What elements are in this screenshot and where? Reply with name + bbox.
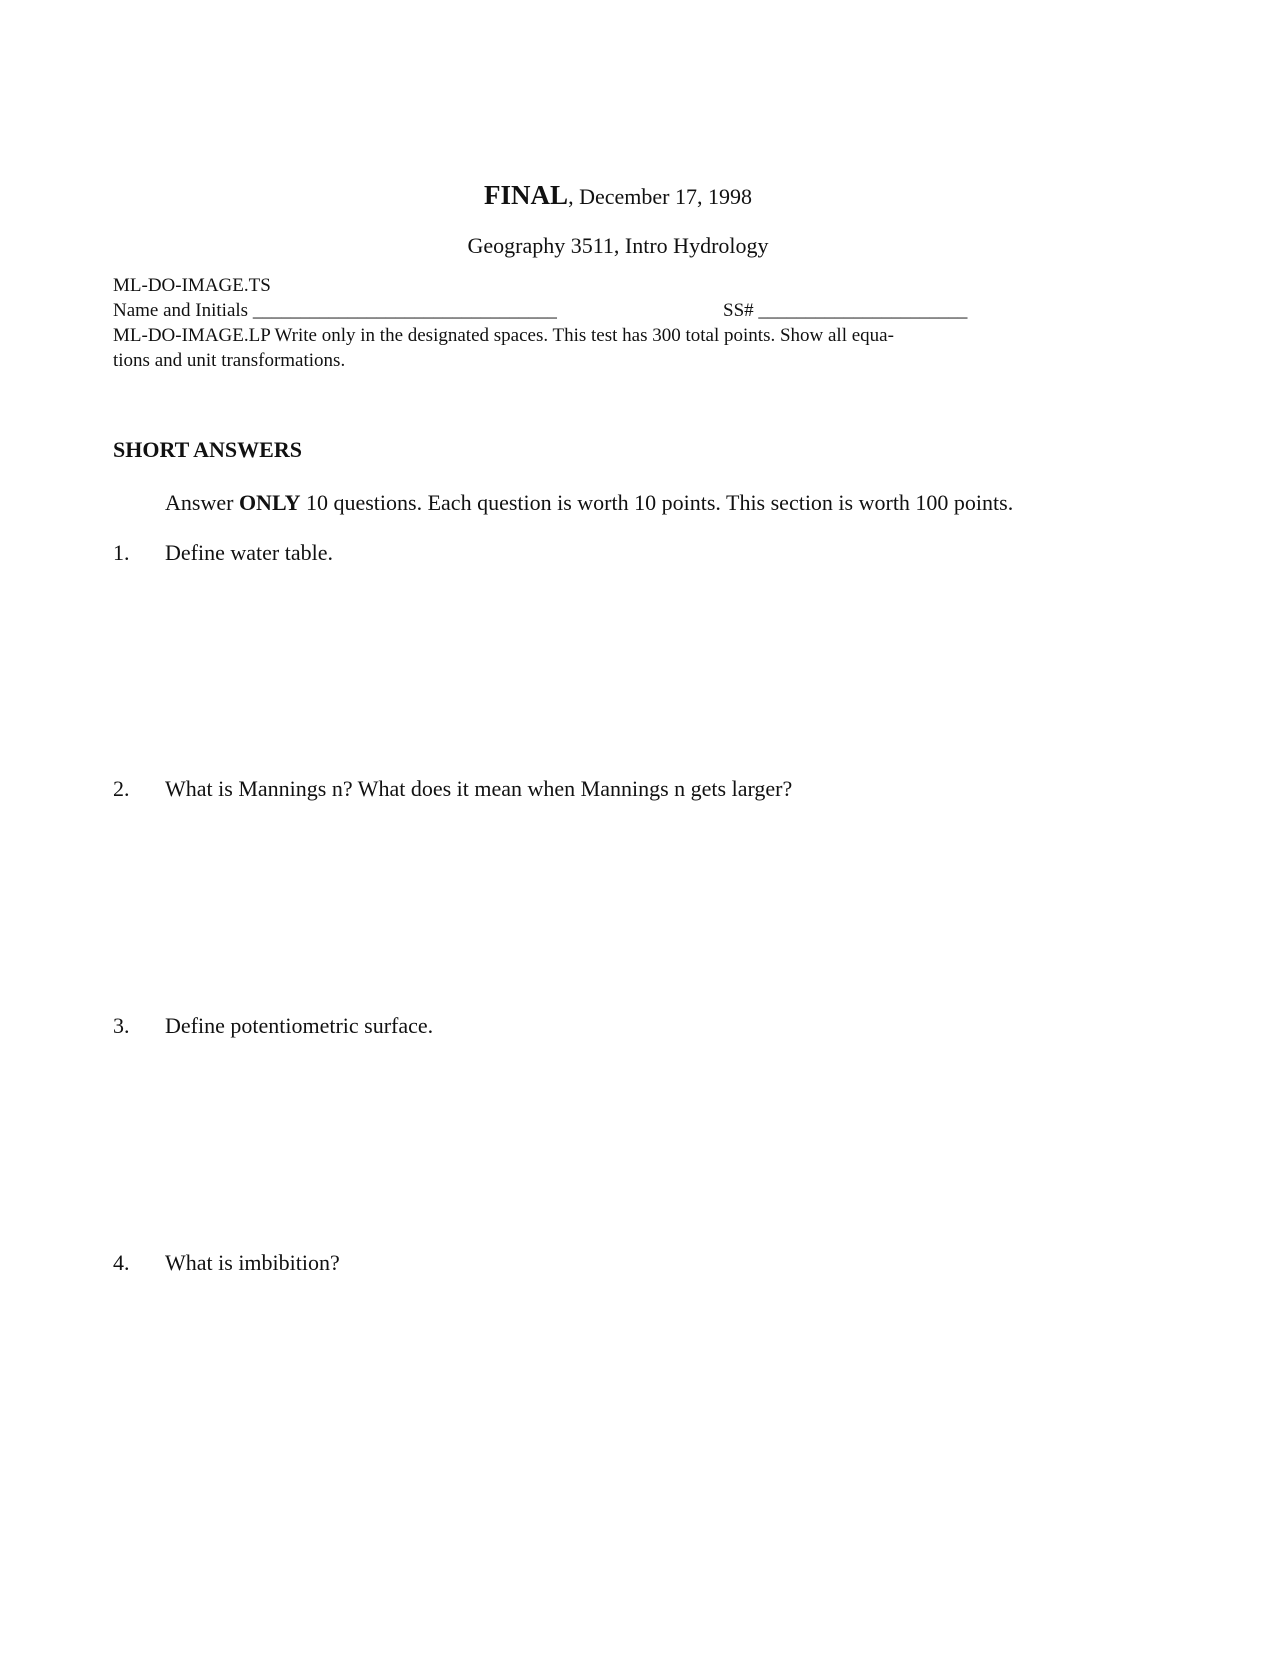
- section-intro-post: 10 questions. Each question is worth 10 points. This section is worth 100 points.: [300, 490, 1014, 515]
- question-number: 4.: [113, 1250, 130, 1275]
- header-block: [113, 273, 1013, 373]
- ss-label: SS#: [723, 300, 754, 321]
- exam-title: [0, 180, 1236, 211]
- instructions-line-1: ML-DO-IMAGE.LP Write only in the designated spaces. This test has 300 total points. Show all equa-: [113, 325, 894, 346]
- question-number: 3.: [113, 1013, 130, 1038]
- question-1: [113, 540, 333, 566]
- name-field[interactable]: ________________________________: [252, 300, 557, 321]
- question-2: [113, 776, 792, 802]
- question-text: Define potentiometric surface.: [165, 1013, 434, 1038]
- course-name: Geography 3511, Intro Hydrology: [467, 233, 769, 258]
- name-ss-line: [113, 298, 1013, 323]
- exam-date: , December 17, 1998: [568, 184, 752, 209]
- question-4: [113, 1250, 340, 1276]
- question-text: Define water table.: [165, 540, 333, 565]
- question-text: What is imbibition?: [165, 1250, 340, 1275]
- code-ts: ML-DO-IMAGE.TS: [113, 275, 271, 296]
- exam-title-bold: FINAL: [484, 180, 569, 210]
- instructions-line-2: tions and unit transformations.: [113, 350, 346, 371]
- ss-field[interactable]: ______________________: [758, 300, 968, 321]
- name-label: Name and Initials: [113, 300, 249, 321]
- section-heading: SHORT ANSWERS: [113, 437, 302, 462]
- question-number: 1.: [113, 540, 130, 565]
- section-intro: [165, 490, 1013, 516]
- section-intro-pre: Answer: [165, 490, 239, 515]
- question-text: What is Mannings n? What does it mean when Mannings n gets larger?: [165, 776, 793, 801]
- question-number: 2.: [113, 776, 130, 801]
- section-intro-bold: ONLY: [238, 490, 301, 515]
- question-3: [113, 1013, 433, 1039]
- ss-field-group: [723, 298, 967, 323]
